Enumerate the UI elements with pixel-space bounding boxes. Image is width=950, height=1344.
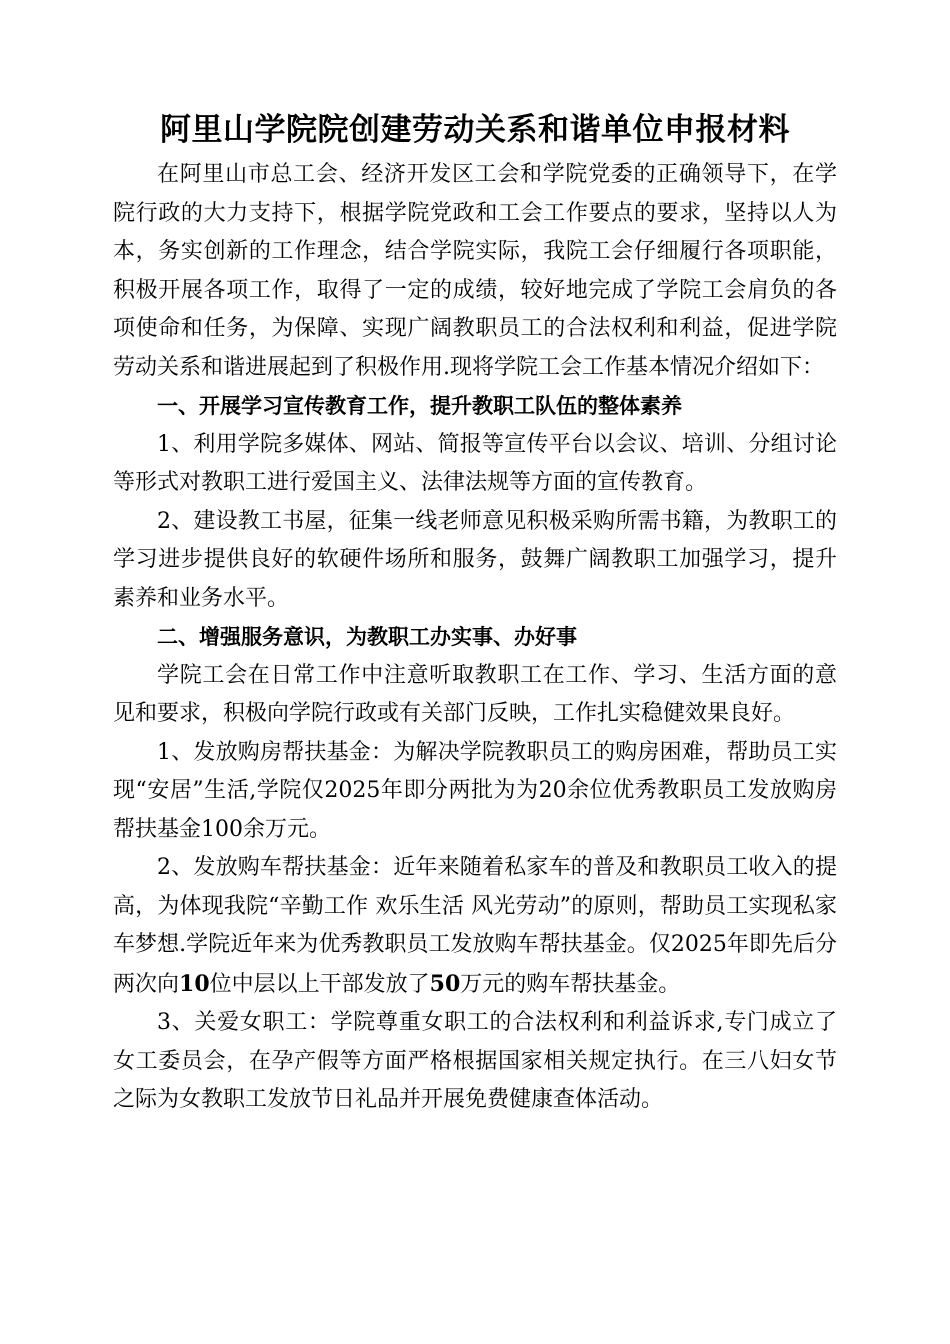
section-2-item-2-text-c: 万元的购车帮扶基金。 <box>460 971 681 997</box>
intro-paragraph: 在阿里山市总工会、经济开发区工会和学院党委的正确领导下，在学院行政的大力支持下，根据学院党政和工会工作要点的要求，坚持以人为本，务实创新的工作理念，结合学院实际，我院工会仔细履行各项职能，积极开展各项工作，取得了一定的成绩，较好地完成了学院工会肩负的各项使命和任务，为保障、实现广阔教职员工的合法权利和利益，促进学院劳动关系和谐进展起到了积极作用.现将学院工会工作基本情况介绍如下： <box>113 162 837 380</box>
document-page <box>113 108 837 1120</box>
section-2-item-2-number-b: 50 <box>429 970 461 997</box>
section-2-item-1: 1、发放购房帮扶基金：为解决学院教职员工的购房困难，帮助员工实现“安居”生活,学院仅2025年即分两批为为20余位优秀教职员工发放购房帮扶基金100余万元。 <box>113 739 837 842</box>
section-1-item-2: 2、建设教工书屋，征集一线老师意见积极采购所需书籍，为教职工的学习进步提供良好的软硬件场所和服务，鼓舞广阔教职工加强学习，提升素养和业务水平。 <box>113 508 837 611</box>
section-1-heading: 一、开展学习宣传教育工作，提升教职工队伍的整体素养 <box>157 394 682 418</box>
section-2-intro: 学院工会在日常工作中注意听取教职工在工作、学习、生活方面的意见和要求，积极向学院行政或有关部门反映，工作扎实稳健效果良好。 <box>113 662 837 726</box>
section-2-item-2-text-a: 2、发放购车帮扶基金：近年来随着私家车的普及和教职员工收入的提高，为体现我院“辛勤工作 欢乐生活 风光劳动”的原则，帮助员工实现私家车梦想.学院近年来为优秀教职员工发放购车帮扶基金。仅2025年即先后分两次向 <box>113 855 837 997</box>
section-2-item-3: 3、关爱女职工：学院尊重女职工的合法权利和利益诉求,专门成立了女工委员会，在孕产假等方面严格根据国家相关规定执行。在三八妇女节之际为女教职工发放节日礼品并开展免费健康查体活动。 <box>113 1010 837 1112</box>
section-1-item-1: 1、利用学院多媒体、网站、简报等宣传平台以会议、培训、分组讨论等形式对教职工进行爱国主义、法律法规等方面的宣传教育。 <box>113 431 837 495</box>
section-2-item-2-text-b: 位中层以上干部发放了 <box>209 971 430 997</box>
section-2-item-2 <box>113 849 837 1004</box>
document-title: 阿里山学院院创建劳动关系和谐单位申报材料 <box>160 112 790 148</box>
section-2-heading: 二、增强服务意识，为教职工办实事、办好事 <box>157 625 577 649</box>
section-2-item-2-number-a: 10 <box>179 970 210 997</box>
